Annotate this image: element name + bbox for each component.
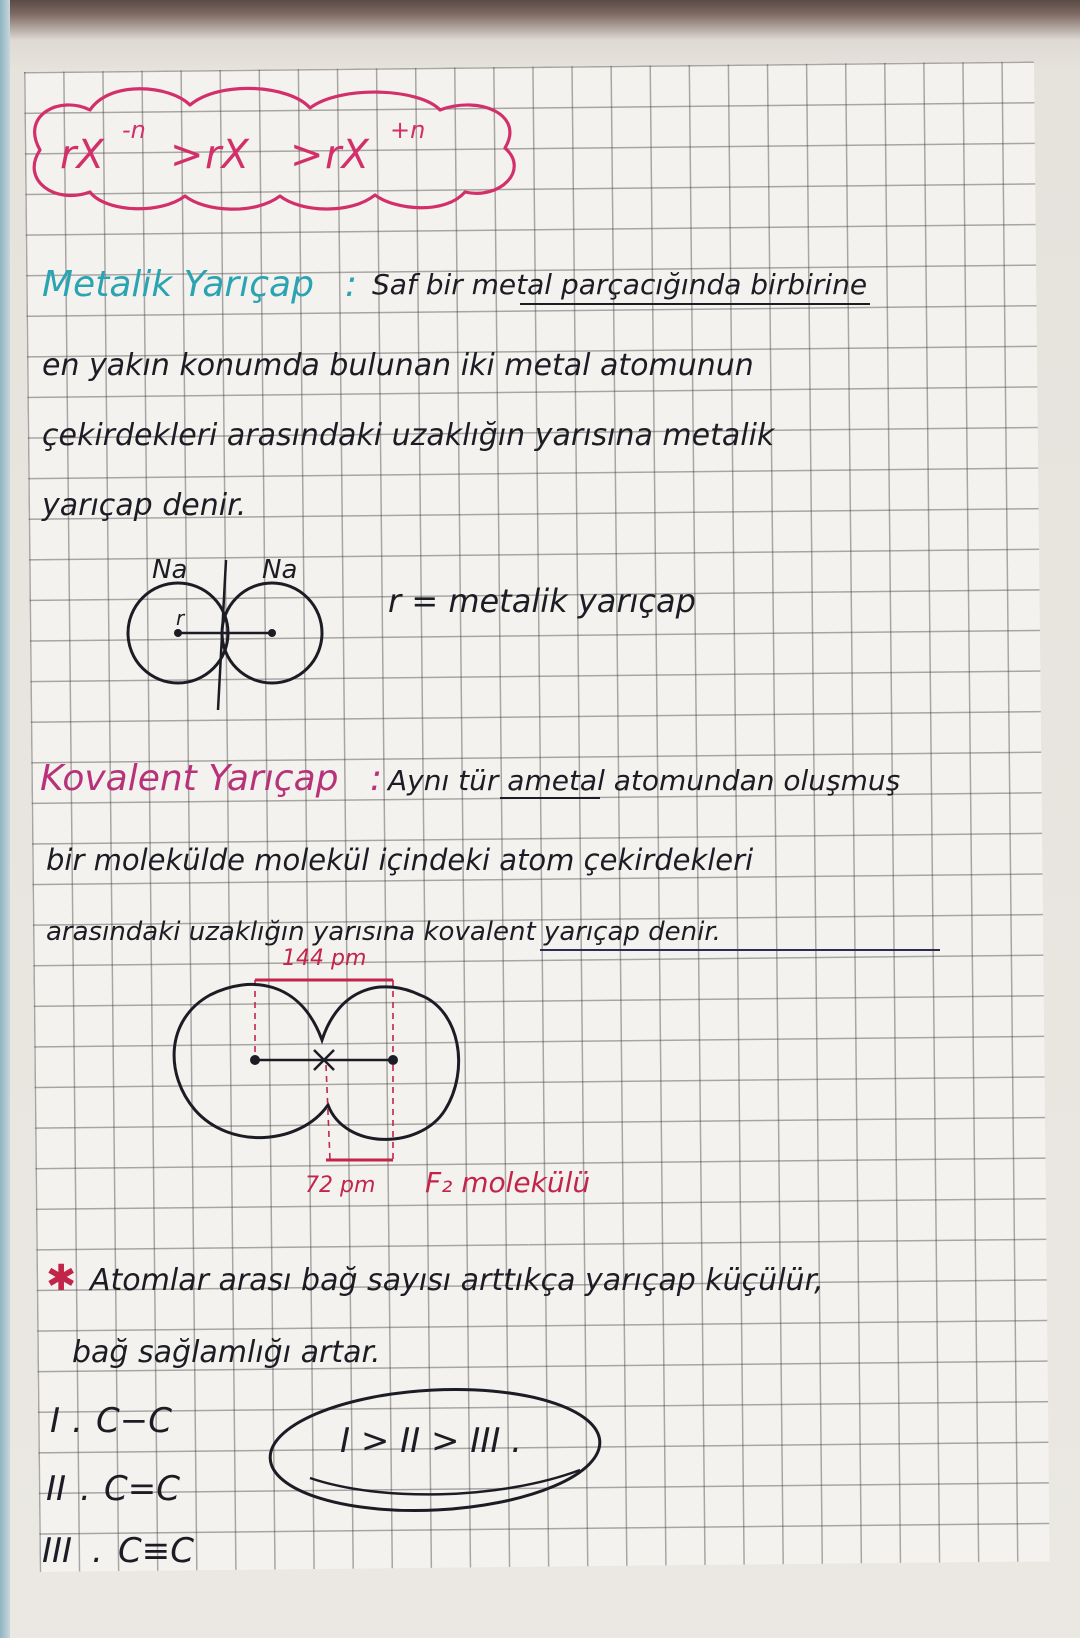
molecule-label: F₂ molekülü (425, 1166, 591, 1199)
kovalent-line-3: arasındaki uzaklığın yarısına kovalent yarıçap denir. (46, 917, 721, 947)
dimension-bottom: 72 pm (305, 1173, 376, 1198)
bond-order (267, 1381, 603, 1518)
metalic-r-label: r (176, 606, 185, 630)
atom-label-right: Na (262, 555, 298, 585)
metalic-line-1: Saf bir metal parçacığında birbirine (372, 268, 868, 301)
metalic-diagram (128, 555, 696, 710)
bond-order-text: I > II > III . (340, 1421, 522, 1461)
atom-label-left: Na (152, 555, 188, 585)
formula-gt-2: > (290, 132, 324, 178)
metalic-title-colon: : (345, 264, 358, 305)
svg-text:.: . (72, 1401, 83, 1441)
bond-list (42, 1401, 194, 1571)
formula-exp-cation: +n (390, 116, 426, 144)
note-line-2: bağ sağlamlığı artar. (72, 1335, 381, 1370)
formula-cloud (34, 88, 514, 209)
kovalent-section (40, 758, 940, 950)
metalic-line-2: en yakın konumda bulunan iki metal atomunun (42, 348, 754, 383)
svg-text:.: . (80, 1469, 91, 1509)
kovalent-line-1: Aynı tür ametal atomundan oluşmuş (388, 764, 901, 797)
note-section (46, 1258, 824, 1370)
kovalent-diagram (174, 946, 590, 1199)
kovalent-line-2: bir molekülde molekül içindeki atom çekirdekleri (46, 843, 754, 877)
metalic-section (41, 264, 870, 523)
svg-text:.: . (92, 1531, 103, 1571)
metalic-definition: r = metalik yarıçap (388, 582, 696, 620)
bond-formula-3: C≡C (118, 1531, 194, 1571)
dimension-top: 144 pm (282, 946, 367, 971)
formula-exp-anion: -n (122, 116, 146, 144)
bond-formula-2: C=C (104, 1469, 180, 1509)
metalic-line-4: yarıçap denir. (42, 488, 247, 523)
formula-term-cation: rX (325, 132, 369, 178)
kovalent-title-colon: : (370, 758, 383, 799)
bond-formula-1: C−C (96, 1401, 172, 1441)
metalic-line-3: çekirdekleri arasındaki uzaklığın yarısına metalik (42, 418, 775, 453)
formula-term-anion: rX (60, 132, 104, 178)
bond-roman-1: I (50, 1401, 61, 1441)
kovalent-title: Kovalent Yarıçap (40, 758, 339, 799)
bond-roman-3: III (42, 1531, 73, 1571)
metalic-title: Metalik Yarıçap (42, 264, 314, 305)
formula-term-atom: rX (205, 132, 249, 178)
star-icon: ✱ (46, 1258, 77, 1299)
bond-roman-2: II (46, 1469, 67, 1509)
note-line-1: Atomlar arası bağ sayısı arttıkça yarıçap küçülür, (90, 1263, 824, 1298)
formula-gt-1: > (170, 132, 204, 178)
